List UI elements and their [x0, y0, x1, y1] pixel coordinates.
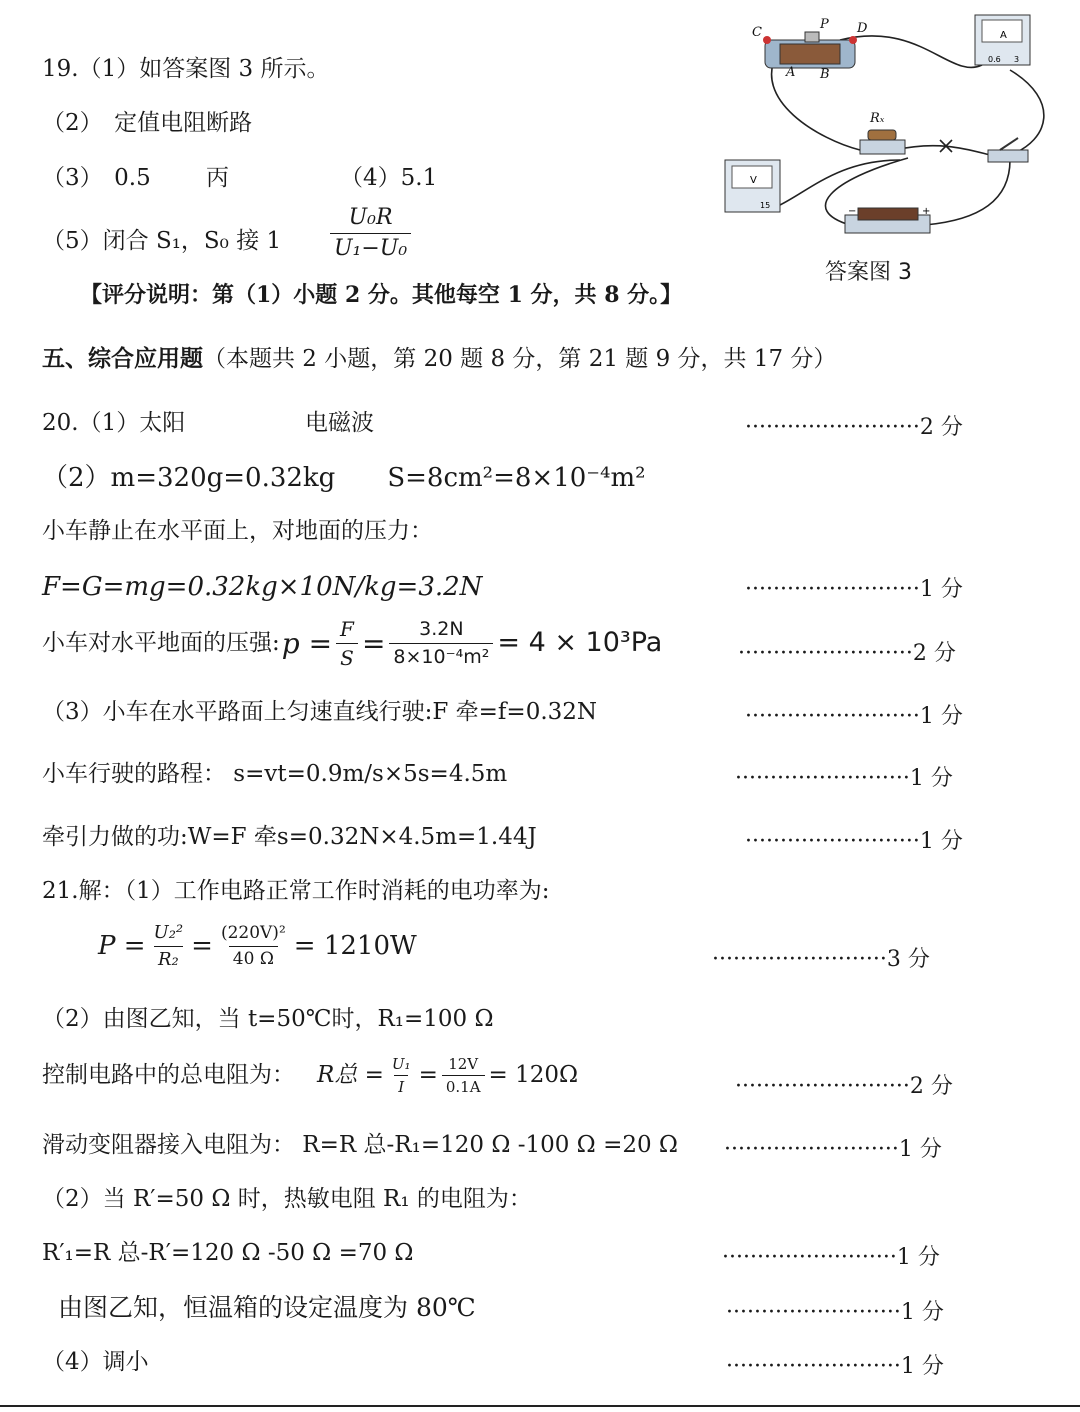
label-p: P — [820, 17, 829, 32]
q19-line2: （2） 定值电阻断路 — [42, 110, 253, 136]
q21-l4-r: R总 = — [317, 1061, 384, 1088]
q20-l7-score: ·························1 分 — [735, 766, 953, 791]
q20-l5-f2-den: 8×10⁻⁴m² — [389, 643, 493, 669]
battery-minus: − — [848, 206, 857, 217]
q21-l1: 21.解：（1）工作电路正常工作时消耗的电功率为: — [42, 878, 550, 904]
q21-l4-f2-den: 0.1A — [442, 1075, 485, 1096]
rheostat-icon — [763, 32, 857, 68]
q20-l7: 小车行驶的路程： s=vt=0.9m/s×5s=4.5m — [42, 761, 508, 787]
q20-l5-score: ·························2 分 — [738, 641, 956, 666]
q20-l3: 小车静止在水平面上，对地面的压力： — [42, 518, 433, 544]
q19-line3-a: （3） 0.5 — [42, 165, 151, 191]
battery-icon — [845, 206, 930, 233]
q20-l5 — [42, 617, 662, 670]
q21-l2-frac1 — [150, 922, 188, 970]
q20-l4: F=G=mg=0.32kg×10N/kg=3.2N — [42, 572, 483, 602]
q20-l5-result: = 4 × 10³Pa — [497, 627, 663, 659]
q20-l6-score: ·························1 分 — [745, 704, 963, 729]
q20-l5-eq: = — [361, 626, 386, 660]
q21-l2-frac2 — [217, 923, 290, 969]
voltmeter-v-label: V — [750, 175, 757, 186]
q21-l2-eq: = — [191, 930, 213, 961]
voltmeter-icon — [725, 160, 780, 212]
q20-l5-f1-den: S — [336, 643, 358, 670]
q21-l4-f1-den: I — [394, 1075, 408, 1096]
q21-l2-f2-den: 40 Ω — [229, 946, 278, 969]
q21-l4-text: 控制电路中的总电阻为： — [42, 1061, 295, 1088]
q20-l5-p: p = — [281, 626, 333, 660]
q19-frac-den: U₁−U₀ — [330, 233, 411, 262]
q21-l2-p: P = — [98, 930, 146, 961]
q20-l5-frac1 — [336, 617, 358, 670]
q21-l4-f2-num: 12V — [448, 1055, 479, 1073]
voltmeter-15-label: 15 — [760, 201, 771, 210]
q21-l4 — [42, 1055, 578, 1096]
q21-l8-score: ·························1 分 — [726, 1300, 944, 1325]
bottom-rule — [0, 1405, 1080, 1407]
q19-line3-c: （4）5.1 — [340, 165, 438, 191]
q20-l1-score: ·························2 分 — [745, 415, 963, 440]
q21-l6: （2）当 R′=50 Ω 时，热敏电阻 R₁ 的电阻为： — [42, 1186, 532, 1212]
q20-l6: （3）小车在水平路面上匀速直线行驶:F 牵=f=0.32N — [42, 699, 598, 725]
q21-l2-f1-den: R₂ — [154, 946, 183, 971]
battery-plus: + — [922, 206, 931, 217]
q20-l2: （2）m=320g=0.32kg S=8cm²=8×10⁻⁴m² — [42, 463, 646, 493]
section5-heading — [42, 346, 836, 374]
q20-l1-b: 电磁波 — [305, 410, 374, 436]
section5-title: 五、综合应用题 — [42, 346, 203, 372]
ammeter-icon — [975, 15, 1030, 65]
figure-caption: 答案图 3 — [825, 260, 912, 285]
q21-l4-f1-num: U₁ — [391, 1055, 411, 1073]
q21-l2-f1-num: U₂² — [153, 922, 184, 943]
label-b: B — [820, 67, 830, 82]
q21-l2-score: ·························3 分 — [712, 947, 930, 972]
label-d: D — [857, 21, 868, 36]
q19-line1: 19.（1）如答案图 3 所示。 — [42, 56, 330, 82]
q20-l5-f1-num: F — [340, 617, 354, 641]
q21-l9: （4）调小 — [42, 1349, 149, 1375]
q21-l2 — [98, 922, 417, 970]
q21-l7: R′₁=R 总-R′=120 Ω -50 Ω =70 Ω — [42, 1240, 414, 1266]
q19-line3-b: 丙 — [206, 165, 229, 191]
q19-line4-a: （5）闭合 S₁，S₀ 接 1 — [42, 228, 282, 254]
ammeter-06-label: 0.6 — [988, 55, 1001, 64]
q20-l5-frac2 — [389, 618, 493, 669]
q20-l5-f2-num: 3.2N — [419, 618, 464, 641]
q20-l8: 牵引力做的功:W=F 牵s=0.32N×4.5m=1.44J — [42, 824, 537, 850]
q21-l8: 由图乙知，恒温箱的设定温度为 80℃ — [58, 1293, 476, 1322]
q20-l5-text: 小车对水平地面的压强: — [42, 629, 280, 656]
q21-l2-result: = 1210W — [293, 930, 417, 961]
q19-note: 【评分说明：第（1）小题 2 分。其他每空 1 分，共 8 分。】 — [80, 282, 683, 308]
q20-l4-score: ·························1 分 — [745, 577, 963, 602]
ammeter-3-label: 3 — [1014, 55, 1020, 64]
q20-l8-score: ·························1 分 — [745, 829, 963, 854]
q21-l4-frac2 — [442, 1055, 485, 1096]
label-a: A — [786, 65, 796, 80]
q21-l4-eq: = — [418, 1061, 438, 1088]
q21-l2-f2-num: (220V)² — [220, 923, 286, 944]
q19-frac-num: U₀R — [348, 205, 393, 230]
q21-l5-score: ·························1 分 — [724, 1137, 942, 1162]
q19-fraction — [326, 205, 415, 263]
q21-l4-score: ·························2 分 — [735, 1074, 953, 1099]
q21-l9-score: ·························1 分 — [726, 1354, 944, 1379]
label-c: C — [752, 25, 762, 40]
q21-l3: （2）由图乙知，当 t=50℃时，R₁=100 Ω — [42, 1006, 494, 1032]
label-rx: Rₓ — [870, 111, 885, 126]
q21-l5: 滑动变阻器接入电阻为： R=R 总-R₁=120 Ω -100 Ω =20 Ω — [42, 1132, 678, 1158]
ammeter-a-label: A — [1000, 30, 1007, 41]
switch-icon — [988, 138, 1028, 162]
q21-l4-result: = 120Ω — [488, 1061, 579, 1088]
q20-l1-a: 20.（1）太阳 — [42, 410, 186, 436]
section5-desc: （本题共 2 小题，第 20 题 8 分，第 21 题 9 分，共 17 分） — [203, 346, 837, 372]
q21-l4-frac1 — [388, 1055, 415, 1096]
circuit-diagram — [720, 10, 1060, 280]
q21-l7-score: ·························1 分 — [722, 1245, 940, 1270]
resistor-icon — [860, 130, 905, 154]
